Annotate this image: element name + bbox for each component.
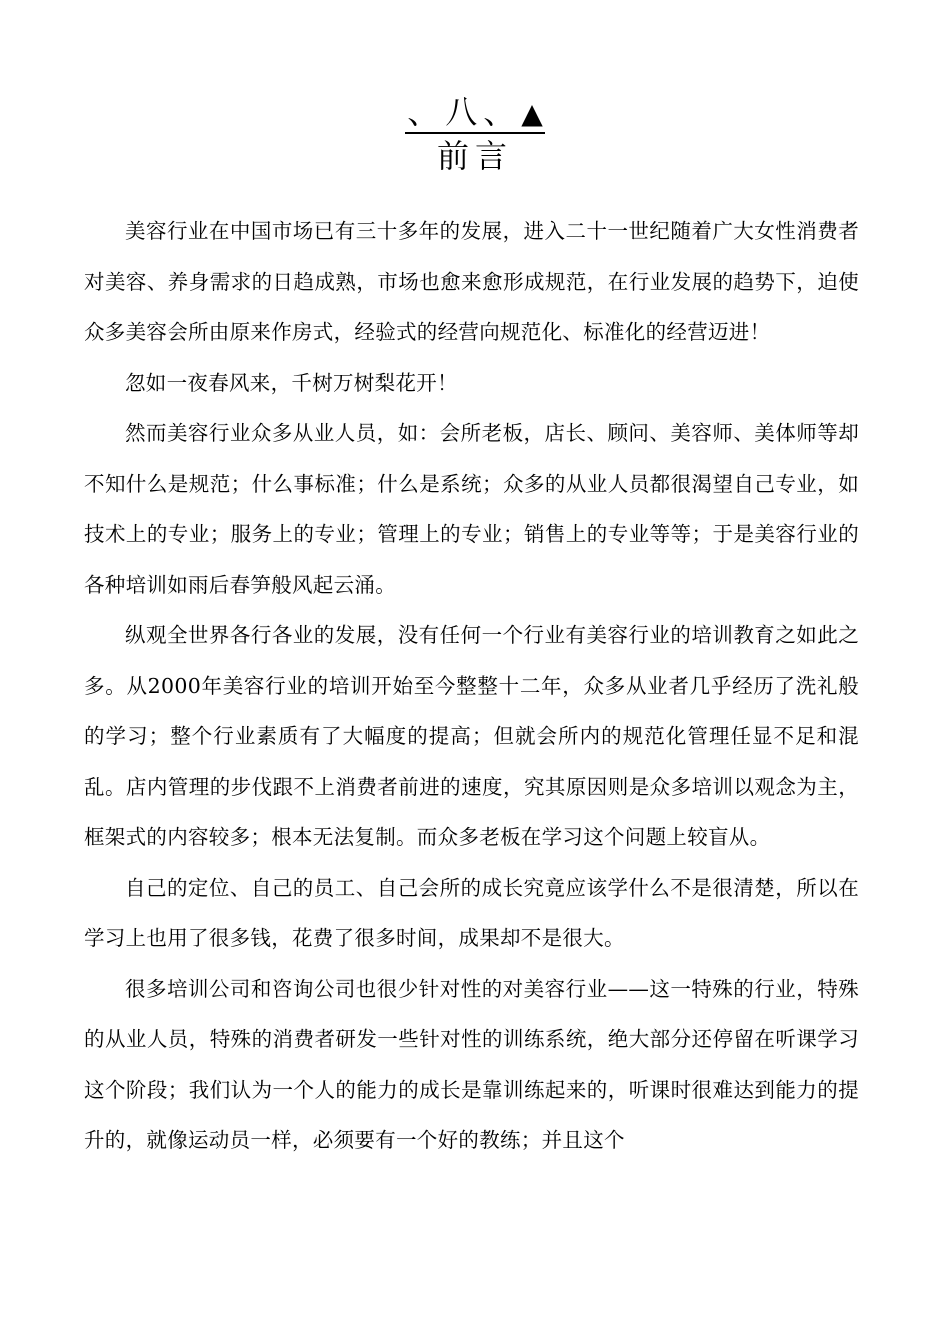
paragraph-2: 忽如一夜春风来，千树万树梨花开！	[125, 370, 458, 395]
triangle-icon: ▲	[521, 97, 543, 130]
ornament-text: 、八、	[407, 93, 522, 131]
page-title: 前言	[436, 137, 513, 175]
body-text	[84, 206, 859, 1166]
title-block	[0, 92, 950, 176]
paragraph-3: 然而美容行业众多从业人员，如：会所老板，店长、顾问、美容师、美体师等却不知什么是规范；什么事标准；什么是系统；众多的从业人员都很渴望自己专业，如技术上的专业；服务上的专业；管理上的专业；销售上的专业等等；于是美容行业的各种培训如雨后春笋般风起云涌。	[84, 421, 859, 597]
paragraph-4: 纵观全世界各行各业的发展，没有任何一个行业有美容行业的培训教育之如此之多。从2000年美容行业的培训开始至今整整十二年，众多从业者几乎经历了洗礼般的学习；整个行业素质有了大幅度的提高；但就会所内的规范化管理任显不足和混乱。店内管理的步伐跟不上消费者前进的速度，究其原因则是众多培训以观念为主，框架式的内容较多；根本无法复制。而众多老板在学习这个问题上较盲从。	[84, 623, 859, 849]
title-ornament	[405, 92, 545, 134]
paragraph-1: 美容行业在中国市场已有三十多年的发展，进入二十一世纪随着广大女性消费者对美容、养身需求的日趋成熟，市场也愈来愈形成规范，在行业发展的趋势下，迫使众多美容会所由原来作房式，经验式的经营向规范化、标准化的经营迈进！	[84, 219, 859, 344]
paragraph-6: 很多培训公司和咨询公司也很少针对性的对美容行业——这一特殊的行业，特殊的从业人员，特殊的消费者研发一些针对性的训练系统，绝大部分还停留在听课学习这个阶段；我们认为一个人的能力的成长是靠训练起来的，听课时很难达到能力的提升的，就像运动员一样，必须要有一个好的教练；并且这个	[84, 976, 859, 1152]
paragraph-5: 自己的定位、自己的员工、自己会所的成长究竟应该学什么不是很清楚，所以在学习上也用了很多钱，花费了很多时间，成果却不是很大。	[84, 875, 859, 950]
